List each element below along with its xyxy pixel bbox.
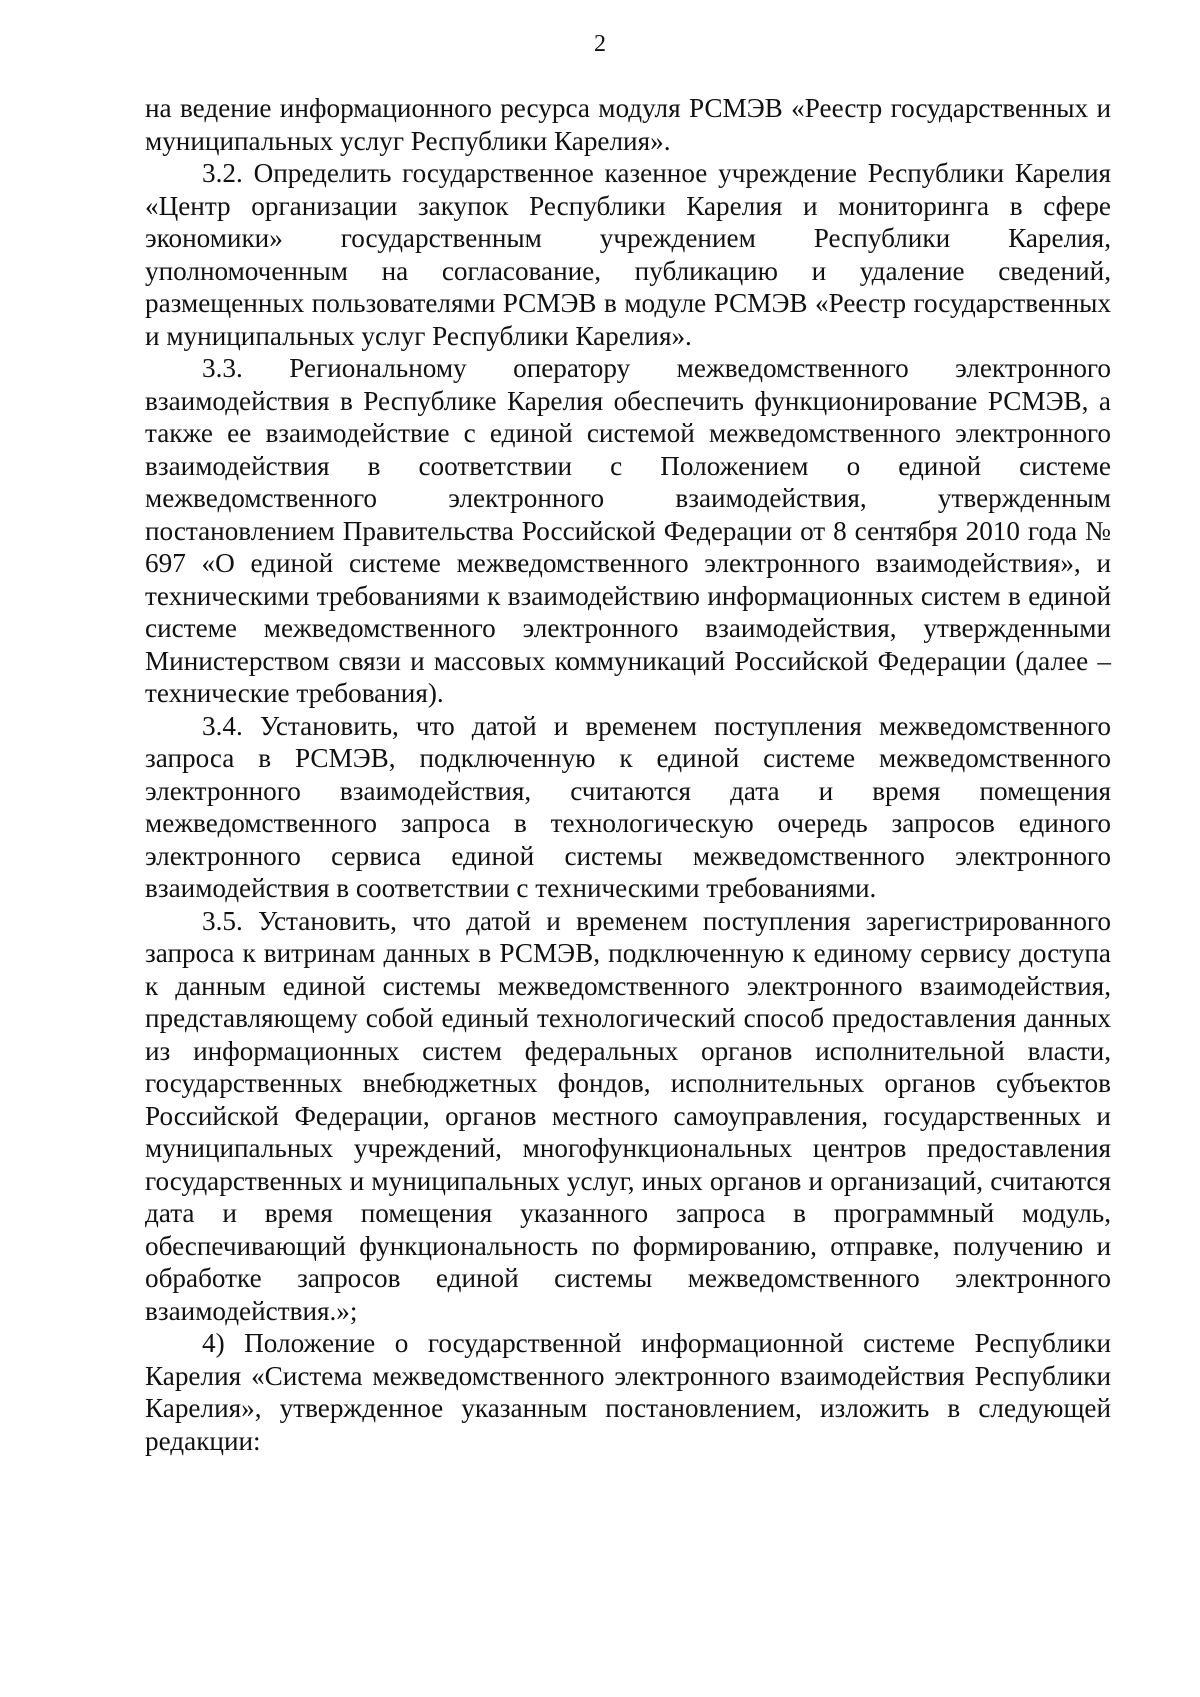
paragraph-3-5: 3.5. Установить, что датой и временем поступления зарегистрированного запроса к витринам данных в РСМЭВ, подключенную к единому сервису доступа к данным единой системы межведомственного электронного взаимодействия, представляющему собой единый технологический способ предоставления данных из информационных систем федеральных органов исполнительной власти, государственных внебюджетных фондов, исполнительных органов субъектов Российской Федерации, органов местного самоуправления, государственных и муниципальных учреждений, многофункциональных центров предоставления государственных и муниципальных услуг, иных органов и организаций, считаются дата и время помещения указанного запроса в программный модуль, обеспечивающий функциональность по формированию, отправке, получению и обработке запросов единой системы межведомственного электронного взаимодействия.»; (145, 905, 1111, 1326)
paragraph-continuation: на ведение информационного ресурса модуля РСМЭВ «Реестр государственных и муниципальных услуг Республики Карелия». (145, 93, 1111, 156)
paragraph-4: 4) Положение о государственной информационной системе Республики Карелия «Система межведомственного электронного взаимодействия Республики Карелия», утвержденное указанным постановлением, изложить в следующей редакции: (145, 1328, 1111, 1456)
page-number: 2 (594, 31, 606, 57)
document-body (145, 92, 1111, 1457)
paragraph-3-3: 3.3. Региональному оператору межведомственного электронного взаимодействия в Республике Карелия обеспечить функционирование РСМЭВ, а также ее взаимодействие с единой системой межведомственного электронного взаимодействия в соответствии с Положением о единой системе межведомственного электронного взаимодействия, утвержденным постановлением Правительства Российской Федерации от 8 сентября 2010 года № 697 «О единой системе межведомственного электронного взаимодействия», и техническими требованиями к взаимодействию информационных систем в единой системе межведомственного электронного взаимодействия, утвержденными Министерством связи и массовых коммуникаций Российской Федерации (далее – технические требования). (145, 353, 1111, 708)
paragraph-3-4: 3.4. Установить, что датой и временем поступления межведомственного запроса в РСМЭВ, подключенную к единой системе межведомственного электронного взаимодействия, считаются дата и время помещения межведомственного запроса в технологическую очередь запросов единого электронного сервиса единой системы межведомственного электронного взаимодействия в соответствии с техническими требованиями. (145, 710, 1111, 903)
paragraph-3-2: 3.2. Определить государственное казенное учреждение Республики Карелия «Центр организации закупок Республики Карелия и мониторинга в сфере экономики» государственным учреждением Республики Карелия, уполномоченным на согласование, публикацию и удаление сведений, размещенных пользователями РСМЭВ в модуле РСМЭВ «Реестр государственных и муниципальных услуг Республики Карелия». (145, 158, 1111, 351)
